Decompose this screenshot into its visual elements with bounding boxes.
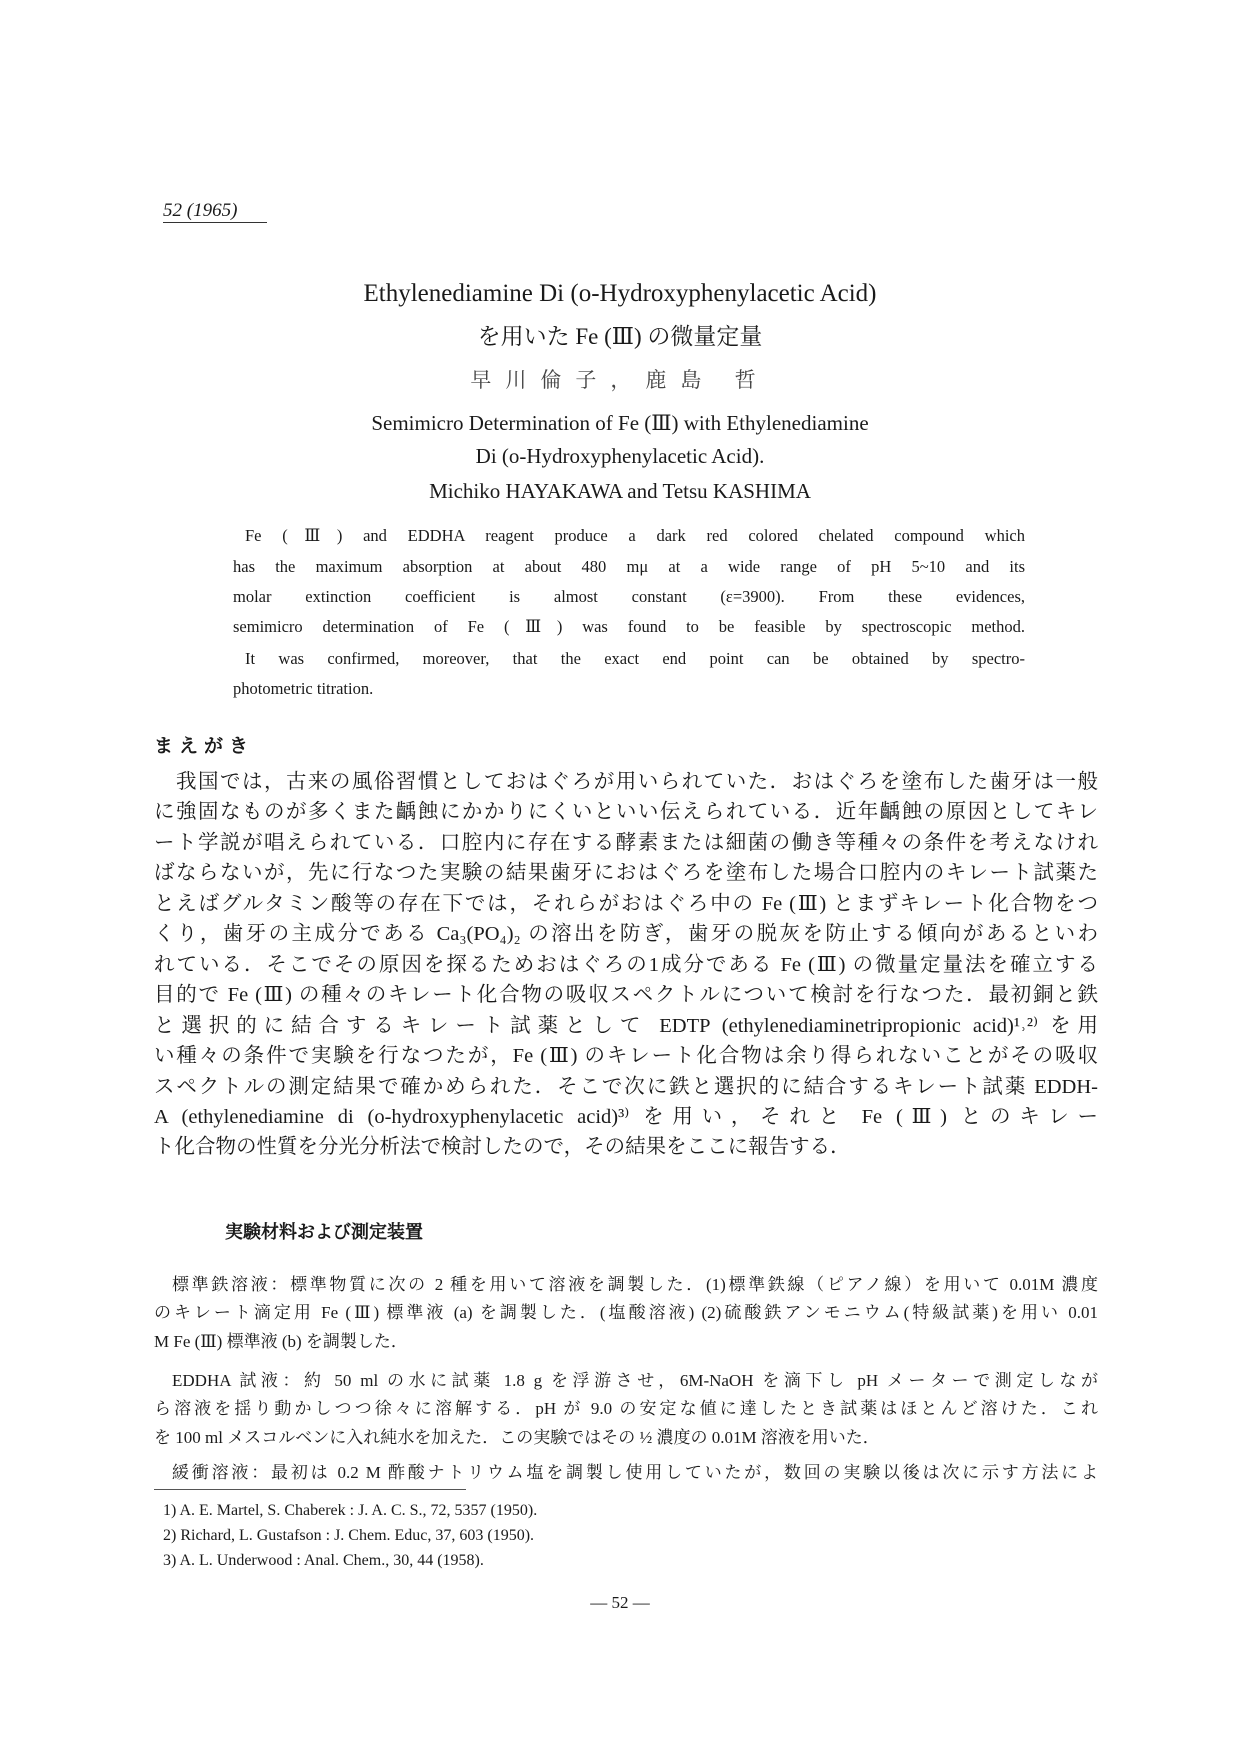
body-line: くり，歯牙の主成分である Ca₃(PO₄)₂ の溶出を防ぎ，歯牙の脱灰を防止する傾向があるといわ bbox=[154, 923, 1098, 945]
title-line-1: Ethylenediamine Di (o-Hydroxyphenylacetic Acid) bbox=[363, 280, 877, 307]
section-heading-introduction: まえがき bbox=[154, 735, 255, 757]
body-line: と選択的に結合するキレート試薬として EDTP (ethylenediaminetripropionic acid)¹˒²⁾ を用 bbox=[154, 1015, 1098, 1037]
english-title-line-2: Di (o-Hydroxyphenylacetic Acid). bbox=[475, 444, 765, 468]
footnote: 2) Richard, L. Gustafson : J. Chem. Educ, 37, 603 (1950). bbox=[163, 1527, 535, 1544]
english-authors: Michiko HAYAKAWA and Tetsu KASHIMA bbox=[429, 479, 811, 503]
body-line: とえばグルタミン酸等の存在下では，それらがおはぐろ中の Fe (Ⅲ) とまずキレート化合物をつ bbox=[154, 893, 1098, 915]
footnote: 3) A. L. Underwood : Anal. Chem., 30, 44 (1958). bbox=[163, 1552, 484, 1569]
body-line: EDDHA 試液：約 50 ml の水に試薬 1.8 g を浮游させ，6M-NaOH を滴下し pH メーターで測定しなが bbox=[172, 1371, 1098, 1390]
body-line: 目的で Fe (Ⅲ) の種々のキレート化合物の吸収スペクトルについて検討を行なつた．最初銅と鉄 bbox=[154, 984, 1098, 1006]
body-line: ト化合物の性質を分光分析法で検討したので，その結果をここに報告する． bbox=[154, 1136, 851, 1158]
authors-ja: 早川倫子，鹿島 哲 bbox=[470, 368, 770, 392]
abstract-line: molar extinction coefficient is almost constant (ε=3900). From these evidences, bbox=[233, 587, 1025, 606]
abstract-line: photometric titration. bbox=[233, 679, 374, 698]
running-head: 52 (1965) bbox=[163, 200, 267, 223]
footnote: 1) A. E. Martel, S. Chaberek : J. A. C. S., 72, 5357 (1950). bbox=[163, 1502, 538, 1519]
title-line-2: を用いた Fe (Ⅲ) の微量定量 bbox=[477, 324, 763, 349]
body-line: ばならないが，先に行なつた実験の結果歯牙におはぐろを塗布した場合口腔内のキレート試薬た bbox=[154, 862, 1098, 884]
abstract-line: semimicro determination of Fe (Ⅲ) was found to be feasible by spectroscopic method. bbox=[233, 617, 1025, 636]
body-line: A (ethylenediamine di (o-hydroxyphenylacetic acid)³⁾ を用い，それと Fe (Ⅲ) とのキレー bbox=[154, 1106, 1098, 1128]
body-line: 緩衝溶液：最初は 0.2 M 酢酸ナトリウム塩を調製し使用していたが，数回の実験以後は次に示す方法によ bbox=[172, 1463, 1098, 1482]
body-line: ート学説が唱えられている．口腔内に存在する酵素または細菌の働き等種々の条件を考えなけれ bbox=[154, 832, 1098, 854]
footnote-divider bbox=[154, 1489, 466, 1490]
body-line: れている．そこでその原因を探るためおはぐろの1成分である Fe (Ⅲ) の微量定量法を確立する bbox=[154, 954, 1098, 976]
body-line: を 100 ml メスコルベンに入れ純水を加えた．この実験ではその ½ 濃度の 0.01M 溶液を用いた． bbox=[154, 1428, 880, 1447]
body-line: のキレート滴定用 Fe (Ⅲ) 標準液 (a) を調製した．(塩酸溶液) (2)硫酸鉄アンモニウム(特級試薬)を用い 0.01 bbox=[154, 1303, 1098, 1322]
body-line: 我国では，古来の風俗習慣としておはぐろが用いられていた．おはぐろを塗布した歯牙は一般 bbox=[176, 771, 1098, 793]
page-number: — 52 — bbox=[590, 1593, 650, 1612]
body-line: M Fe (Ⅲ) 標準液 (b) を調製した． bbox=[154, 1332, 408, 1351]
abstract-line: It was confirmed, moreover, that the exact end point can be obtained by spectro- bbox=[245, 649, 1025, 668]
body-line: 標準鉄溶液：標準物質に次の 2 種を用いて溶液を調製した．(1)標準鉄線（ピアノ線）を用いて 0.01M 濃度 bbox=[172, 1275, 1098, 1294]
abstract-line: Fe (Ⅲ) and EDDHA reagent produce a dark red colored chelated compound which bbox=[245, 526, 1025, 545]
section-heading-materials: 実験材料および測定装置 bbox=[225, 1222, 423, 1243]
english-title-line-1: Semimicro Determination of Fe (Ⅲ) with Ethylenediamine bbox=[371, 411, 869, 435]
abstract-line: has the maximum absorption at about 480 mμ at a wide range of pH 5~10 and its bbox=[233, 557, 1025, 576]
body-line: い種々の条件で実験を行なつたが，Fe (Ⅲ) のキレート化合物は余り得られないことがその吸収 bbox=[154, 1045, 1098, 1067]
body-line: に強固なものが多くまた齲蝕にかかりにくいといい伝えられている．近年齲蝕の原因としてキレ bbox=[154, 801, 1098, 823]
body-line: ら溶液を揺り動かしつつ徐々に溶解する．pH が 9.0 の安定な値に達したとき試薬はほとんど溶けた．これ bbox=[154, 1399, 1098, 1418]
body-line: スペクトルの測定結果で確かめられた．そこで次に鉄と選択的に結合するキレート試薬 EDDH- bbox=[154, 1076, 1098, 1098]
